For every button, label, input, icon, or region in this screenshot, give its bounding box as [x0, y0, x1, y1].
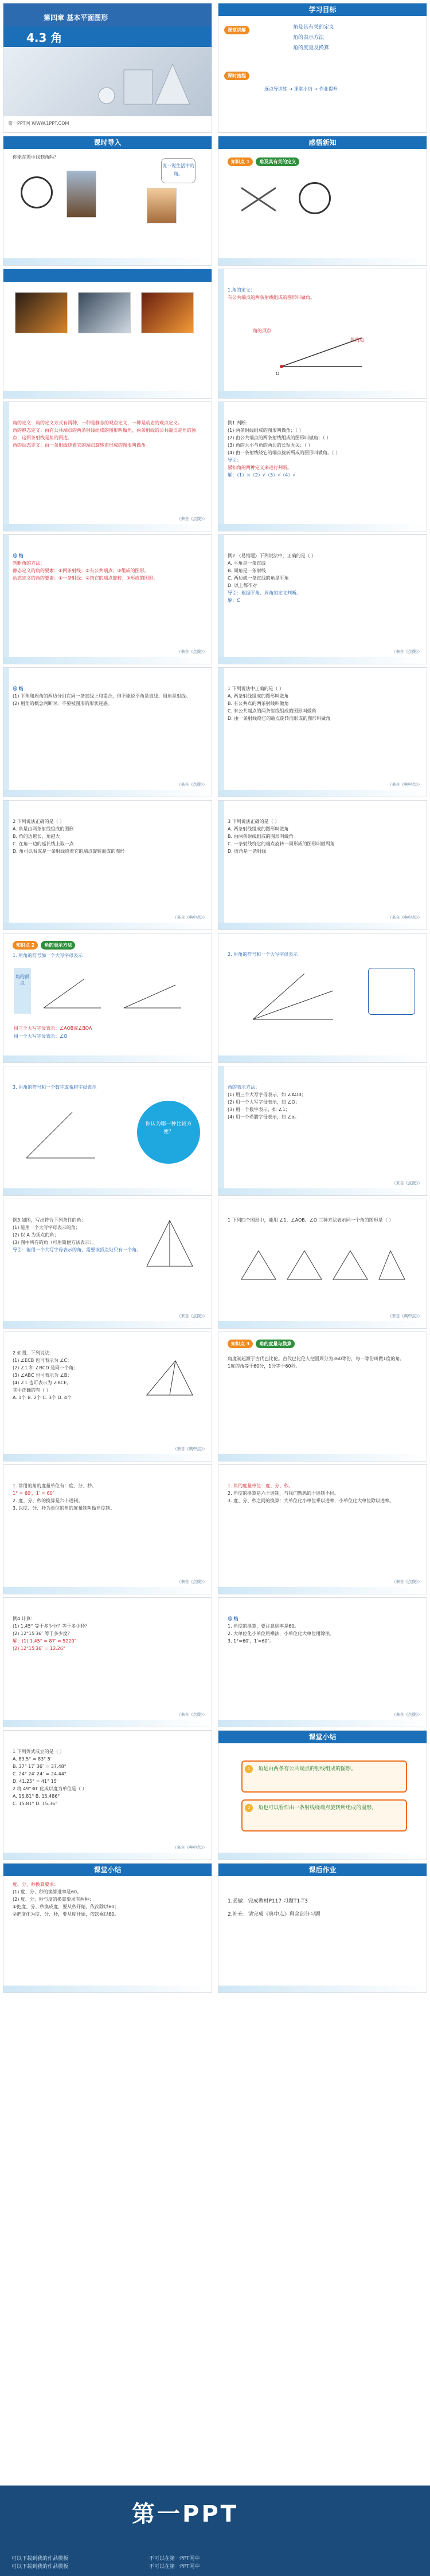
ex3-line-1: (1) 能用一个大写字母表示的角；: [13, 1225, 80, 1230]
def-explain-tag: （来自《点拨》）: [177, 517, 207, 521]
quiz2-foot: [3, 923, 212, 929]
goals-tab2: [224, 69, 249, 80]
repr-sum-line-4: (4) 用一个希腊字母表示，如 ∠α。: [228, 1114, 299, 1120]
quiz6-line-1: A. 83.5° = 83° 5′: [13, 1756, 52, 1762]
units-line-1: 1° = 60′，1′ = 60″: [13, 1491, 54, 1496]
example2-foot: [218, 657, 427, 664]
quiz5-line-3: (3) ∠ABC 也可表示为 ∠B；: [13, 1373, 72, 1378]
photo-3: [141, 292, 194, 333]
quiz1-line-3: C. 有公共端点的两条射线组成的图形叫做角: [228, 708, 316, 714]
quiz6-line-3: C. 24° 24′ 24″ = 24.44°: [13, 1771, 67, 1777]
summary2-line-0: 度、分、秒换算要求：: [13, 1882, 58, 1887]
sphere-shape: [99, 88, 115, 104]
quiz6-line-6: A. 15.81° B. 15.486°: [13, 1794, 60, 1799]
summary-foot: [218, 1853, 427, 1860]
summary-c-line-0: 1. 角度的换算，要注意进率是60。: [228, 1624, 299, 1629]
summary-a-line-1: 静态定义的角的要素：①两条射线；②有公共端点；③组成的图形。: [13, 568, 149, 573]
summary-c-tag: （来自《点拨》）: [392, 1712, 422, 1717]
cover-lesson: 4.3 角: [26, 31, 62, 45]
summary-num-1: 1: [245, 1765, 253, 1773]
summary2-line-1: (1) 度、分、秒的换算进率是60。: [13, 1889, 82, 1894]
units-line-2: 2. 度、分、秒的换算是六十进制。: [13, 1498, 83, 1503]
photo-1: [15, 292, 68, 333]
repr-summary-foot: [218, 1188, 427, 1195]
quiz6-tag: （来自《典中点》）: [173, 1845, 207, 1850]
ex1-line-3: (3) 角的大小与角的两边的长短无关；（ ）: [228, 443, 313, 448]
units-tag: （来自《点拨》）: [177, 1580, 207, 1584]
nk-badge-row: [228, 155, 299, 166]
quiz3-line-1: A. 两条射线组成的图形叫做角: [228, 826, 289, 832]
quiz1-tag: （来自《典中点》）: [388, 782, 422, 787]
goals-tab1-label: 课堂讲解: [224, 26, 249, 34]
units-sum-line-0: 1. 角的度量单位：度、分、秒。: [228, 1483, 294, 1488]
stripe: [3, 668, 9, 797]
slide-summary-a: [3, 534, 212, 664]
repr1-side-label: 角的顶点: [14, 968, 31, 1014]
slide-photos: [3, 269, 212, 399]
goals-items: [293, 23, 334, 54]
example2-tag: （来自《点拨》）: [392, 649, 422, 654]
cover-lesson-band: [3, 26, 212, 47]
slide-new-knowledge: [218, 136, 427, 266]
nk-clock: [299, 182, 331, 214]
slide-quiz3: [218, 800, 427, 930]
nk-badge: 知识点 1: [228, 157, 253, 166]
ex4-content: [13, 1615, 202, 1716]
ex2-line-5: 导引：根据平角、周角的定义判断。: [228, 590, 301, 596]
nk-foot: [218, 258, 427, 265]
repr-summary-tag: （来自《点拨》）: [392, 1181, 422, 1185]
units-line-3: 3. 以度、分、秒为单位的角的度量制叫做角度制。: [13, 1506, 115, 1511]
measure-heading: 角的度量与换算: [256, 1340, 295, 1348]
quiz6-line-5: 2 将 49°30′ 化成以度为单位是（ ）: [13, 1786, 87, 1791]
quiz1-line-4: D. 由一条射线绕它的端点旋转而形成的图形叫做角: [228, 716, 331, 721]
cover-shapes-svg: [3, 47, 212, 117]
goals-tab2-label: 课时流程: [224, 72, 249, 80]
ex1-line-2: (2) 由公共端点的两条射线组成的图形叫做角；（ ）: [228, 435, 331, 440]
homework-line-1: 2.补充：请完成《典中点》剩余部分习题: [228, 1912, 320, 1917]
cover-geometric-shapes: [3, 47, 212, 116]
ex1-line-6: 紧扣角的两种定义来进行判断。: [228, 465, 292, 470]
slide-units: [3, 1464, 212, 1594]
stripe: [3, 402, 9, 531]
slide-summary: [218, 1730, 427, 1860]
slide-quiz6: [3, 1730, 212, 1860]
quiz6-foot: [3, 1853, 212, 1860]
example1-foot: [218, 524, 427, 531]
summary-box-2: [241, 1799, 407, 1831]
quiz2-tag: （来自《典中点》）: [173, 915, 207, 920]
photo-2: [78, 292, 131, 333]
units-line-0: 1. 常用的角的度量单位有：度、分、秒。: [13, 1483, 97, 1488]
summary2-line-4: ②把度化为度、分、秒，要从度开始，依次乘以60。: [13, 1912, 119, 1917]
units-content: [13, 1482, 202, 1584]
slide-cover: [3, 3, 212, 133]
summary-c-content: [228, 1615, 417, 1716]
ex4-line-0: 例4 计算：: [13, 1616, 36, 1621]
ex2-line-2: B. 周角是一条射线: [228, 568, 266, 573]
homework-bar: 课后作业: [218, 1864, 427, 1876]
slide-summary-c: [218, 1597, 427, 1727]
quiz1-line-0: 1 下列说法中正确的是（ ）: [228, 686, 284, 691]
slide-quiz1: [218, 667, 427, 797]
stripe: [218, 668, 224, 797]
repr-summary-content: [228, 1084, 417, 1185]
ex4-foot: [3, 1720, 212, 1727]
intro-bubble: 说一说生活中的角。: [161, 158, 196, 183]
summary-bar: 课堂小结: [218, 1731, 427, 1743]
slide-angle-def: [218, 269, 427, 399]
repr-sum-line-2: (2) 用一个大写字母表示，如 ∠O；: [228, 1100, 300, 1105]
summary-num-2: 2: [245, 1804, 253, 1812]
measure-badge: 知识点 3: [228, 1340, 253, 1348]
cone-shape: [155, 64, 190, 104]
quiz2-line-1: A. 角是由两条射线组成的图形: [13, 826, 74, 832]
quiz5-line-6: A. 1个 B. 2个 C. 3个 D. 4个: [13, 1395, 72, 1400]
ex3-line-3: (3) 图中所有的角（可用简便方法表示）。: [13, 1240, 96, 1245]
clock-image: [21, 176, 53, 208]
quiz5-figure: [141, 1355, 198, 1401]
summary-b-line-1: (2) 用角的概念判断时，不要被图形的形状迷惑。: [13, 701, 112, 706]
units-summary-content: [228, 1482, 417, 1584]
ex1-line-0: 例1 判断：: [228, 420, 251, 426]
summary-item-1: 角是由两条有公共端点的射线组成的图形。: [258, 1766, 357, 1772]
homework-line-0: 1.必做：完成教材P117 习题T1-T3: [228, 1898, 308, 1904]
quiz3-foot: [218, 923, 427, 929]
stripe: [218, 535, 224, 664]
repr3-line-0: 3. 用角的符号和一个数字或希腊字母表示: [13, 1085, 97, 1090]
footer-line-3: 可以下载到我的作品模板: [11, 2564, 69, 2570]
cover-chapter: 第四章 基本平面图形: [44, 14, 108, 22]
repr1-angles: [38, 974, 187, 1014]
repr1-heading: 角的表示方法: [41, 941, 75, 950]
ex4-tag: （来自《点拨》）: [177, 1712, 207, 1717]
stripe: [218, 1066, 224, 1195]
repr1-badge: 知识点 2: [13, 941, 38, 950]
intro-question: 你能在图中找到角吗？: [13, 155, 58, 160]
ex3-triangle: [141, 1218, 198, 1269]
quiz2-line-4: D. 角可以看成是一条射线绕着它的端点旋转而成的图形: [13, 849, 125, 854]
ex1-line-1: (1) 两条射线组成的图形叫做角；（ ）: [228, 428, 304, 433]
repr-sum-line-3: (3) 用一个数字表示，如 ∠1；: [228, 1107, 290, 1112]
quiz6-line-2: B. 37° 17′ 36″ = 37.48°: [13, 1764, 67, 1769]
summary-c-title: 总 结: [228, 1616, 239, 1621]
quiz6-line-0: 1 下列等式成立的是（ ）: [13, 1749, 65, 1754]
summary-item-2: 角也可以看作由一条射线绕端点旋转所组成的图形。: [258, 1805, 377, 1811]
ex3-line-2: (2) 以 A 为顶点的角；: [13, 1232, 59, 1238]
goal-item-3: 角的度量及换算: [293, 45, 330, 51]
repr3-foot: [3, 1188, 212, 1195]
quiz6-content: [13, 1748, 202, 1849]
stripe: [218, 402, 224, 531]
quiz5-line-2: (2) ∠1 和 ∠BCD 是同一个角；: [13, 1365, 79, 1370]
ex1-line-5: 导引：: [228, 458, 241, 463]
scissors-icon: [236, 182, 282, 216]
goal-item-1: 角及其有关的定义: [293, 25, 335, 30]
slide-units-summary: [218, 1464, 427, 1594]
summary-b-tag: （来自《点拨》）: [177, 782, 207, 787]
nk-heading: 角及其有关的定义: [256, 157, 299, 166]
quiz2-line-0: 2 下列说法正确的是（ ）: [13, 819, 65, 824]
measure-content: [228, 1355, 417, 1451]
repr2-angle: [247, 968, 339, 1025]
photos-foot: [3, 391, 212, 398]
def-line-3: 角的动态定义：由一条射线绕着它的端点旋转而形成的图形叫做角。: [13, 443, 150, 448]
footer-logo: 第一PPT: [132, 2501, 239, 2527]
slide-def-explain: [3, 401, 212, 531]
units-sum-line-2: 3. 度、分、秒之间的换算：大单位化小单位乘以进率，小单位化大单位除以进率。: [228, 1498, 394, 1503]
measure-line-0: 角度制起源于古代巴比伦。古代巴比伦人把圆周分为360等份，每一等份叫做1度的角。: [228, 1356, 405, 1361]
def-line-2: 角的静态定义：由有公共端点的两条射线组成的图形叫做角，两条射线的公共端点是角的顶点，这两条射线是角的两边。: [13, 428, 196, 440]
slide-repr-3: [3, 1066, 212, 1196]
goal-item-2: 角的表示方法: [293, 35, 325, 41]
ex2-line-1: A. 平角是一条直线: [228, 561, 266, 566]
quiz2-line-2: B. 角的边越长，角越大: [13, 834, 60, 839]
flow-1: 逐点导讲练: [264, 86, 287, 92]
quiz4-line-0: 1 下列四个图形中，能用 ∠1、∠AOB、∠O 三种方法表示同一个角的图形是（ ）: [228, 1218, 394, 1223]
ex4-line-2: (2) 12°15′36″ 等于多少度？: [13, 1631, 72, 1636]
summary-b-content: [13, 685, 202, 786]
cube-shape: [124, 70, 153, 104]
cover-url: 第一PPT网 WWW.1PPT.COM: [8, 121, 69, 126]
quiz3-tag: （来自《典中点》）: [388, 915, 422, 920]
ex2-line-0: 例2 〈易错题〉下列说法中，正确的是（ ）: [228, 553, 316, 558]
quiz1-content: [228, 685, 417, 786]
kid-image: [147, 188, 177, 223]
footer-line-1: 可以下载到我的作品模板: [11, 2556, 69, 2562]
measure-badges: [228, 1337, 295, 1348]
o-label: O: [276, 371, 280, 376]
vertex-label: 角的顶点: [253, 328, 271, 333]
quiz6-line-7: C. 15.81° D. 15.36°: [13, 1801, 58, 1806]
quiz5-line-5: 其中正确的有（ ）: [13, 1388, 51, 1393]
goals-bar: 学习目标: [218, 3, 427, 16]
slide-repr-1: [3, 933, 212, 1063]
ex2-line-6: 解：C: [228, 598, 240, 603]
repr1-foot: [3, 1055, 212, 1062]
photos-bar: [3, 269, 212, 282]
footer-line-4: 不可以在第一PPT网中: [149, 2564, 200, 2570]
ex3-line-4: 导引：能用一个大写字母表示的角，需要该顶点处只有一个角。: [13, 1247, 141, 1252]
slide-quiz2: [3, 800, 212, 930]
quiz3-line-4: D. 周角是一条射线: [228, 849, 267, 854]
repr1-badges: [13, 938, 75, 950]
slide-example2: [218, 534, 427, 664]
nk-bar: 感悟新知: [218, 136, 427, 149]
slide-repr-summary: [218, 1066, 427, 1196]
slide-measure-intro: [218, 1332, 427, 1462]
summary-c-line-2: 3. 1°=60′，1′=60″。: [228, 1638, 274, 1644]
def-line-1: 角的定义：角的定义方式有两种，一种是静态的观点定义，一种是动态的观点定义。: [13, 420, 182, 426]
summary-a-tag: （来自《点拨》）: [177, 649, 207, 654]
repr2-foot: [218, 1055, 427, 1062]
summary2-content: [13, 1881, 202, 1982]
repr2-callout: [368, 968, 415, 1015]
measure-line-1: 1度的角等于60分，1分等于60秒。: [228, 1364, 300, 1369]
summary2-line-3: ①把度、分、秒换成度，要从秒开始，依次除以60；: [13, 1904, 119, 1909]
quiz1-foot: [218, 790, 427, 797]
summary-b-line-0: (1) 平角和周角的两边分别在同一条直线上和重合，但不能说平角是直线、周角是射线。: [13, 694, 190, 699]
intro-bar: 课时导入: [3, 136, 212, 149]
slide-intro: [3, 136, 212, 266]
footer-line-2: 不可以在第一PPT网中: [149, 2556, 200, 2562]
tower-image: [67, 171, 96, 218]
homework-content: [228, 1898, 417, 1982]
units-summary-foot: [218, 1587, 427, 1594]
stripe: [3, 801, 9, 929]
repr1-line-0: 1. 用角的符号加一个大写字母表示: [13, 953, 83, 958]
repr-sum-line-0: 角的表示方法：: [228, 1085, 260, 1090]
summary-b-foot: [3, 790, 212, 797]
summary2-foot: [3, 1986, 212, 1992]
ex2-line-3: C. 两边成一条直线的角是平角: [228, 576, 289, 581]
summary-a-line-2: 动态定义的角的要素：①一条射线；②绕它的端点旋转；③形成的图形。: [13, 576, 158, 581]
quiz2-content: [13, 818, 202, 919]
slide-example4: [3, 1597, 212, 1727]
ex4-line-3: 解：(1) 1.45° = 87′ = 5220″: [13, 1638, 76, 1644]
summary-box-1: [241, 1760, 407, 1793]
footer-banner: [0, 2486, 430, 2576]
quiz3-line-2: B. 由两条射线组成的图形叫做角: [228, 834, 294, 839]
quiz3-line-0: 3 下列说法正确的是（ ）: [228, 819, 280, 824]
quiz5-line-1: (1) ∠ECB 也可表示为 ∠C；: [13, 1358, 72, 1363]
summary2-line-2: (2) 度、分、秒与度的换算要求有两种：: [13, 1897, 94, 1902]
ex1-line-7: 解：（1）×（2）√（3）√（4）√: [228, 472, 296, 478]
side-label: 角的边: [350, 337, 364, 342]
ex4-line-4: (2) 12°15′36″ = 12.26°: [13, 1646, 65, 1651]
quiz5-line-0: 2 如图，下列说法：: [13, 1350, 54, 1356]
repr-sum-line-1: (1) 用三个大写字母表示，如 ∠AOB；: [228, 1092, 306, 1097]
quiz5-tag: （来自《典中点》）: [173, 1447, 207, 1451]
angle-def-foot: [218, 391, 427, 398]
summary-b-title: 总 结: [13, 686, 24, 691]
quiz5-foot: [3, 1454, 212, 1461]
measure-foot: [218, 1454, 427, 1461]
repr2-line-0: 2. 用角的符号和一个大写字母表示: [228, 952, 298, 957]
slide-summary2: [3, 1863, 212, 1993]
units-foot: [3, 1587, 212, 1594]
ex3-tag: （来自《点拨》）: [177, 1314, 207, 1318]
stripe: [218, 801, 224, 929]
flow-3: 作业提升: [319, 86, 338, 92]
slide-example3: [3, 1199, 212, 1329]
repr3-bubble: 你认为哪一种比较方便？: [137, 1101, 200, 1164]
quiz3-content: [228, 818, 417, 919]
slide-repr-2: [218, 933, 427, 1063]
slide-homework: [218, 1863, 427, 1993]
def-body: 有公共端点的两条射线组成的图形叫做角。: [228, 295, 315, 300]
units-sum-line-1: 2. 角度的换算是六十进制，与我们熟悉的十进制不同。: [228, 1491, 339, 1496]
quiz5-line-4: (4) ∠1 也可表示为 ∠BCE。: [13, 1380, 72, 1385]
intro-foot: [3, 258, 212, 265]
quiz1-line-2: B. 有公共点的两条射线叫做角: [228, 701, 289, 706]
repr1-line-2: 用三个大写字母表示：∠AOB或∠BOA: [14, 1026, 92, 1031]
slide-quiz4: [218, 1199, 427, 1329]
ex4-line-1: (1) 1.45° 等于多少分？等于多少秒？: [13, 1624, 90, 1629]
summary2-bar: 课堂小结: [3, 1864, 212, 1876]
summary-c-foot: [218, 1720, 427, 1727]
def-explain-content: [13, 419, 202, 521]
goals-box: [224, 23, 421, 121]
stripe: [218, 269, 224, 398]
ex3-foot: [3, 1321, 212, 1328]
quiz6-line-4: D. 41.25° = 41° 15′: [13, 1779, 58, 1784]
ex3-line-0: 例3 如图，写出符合下列条件的角：: [13, 1218, 86, 1223]
slide-quiz5: [3, 1332, 212, 1462]
slide-example1: [218, 401, 427, 531]
stripe: [3, 535, 9, 664]
summary-c-line-1: 2. 大单位化小单位用乘法，小单位化大单位用除法。: [228, 1631, 335, 1636]
units-summary-tag: （来自《点拨》）: [392, 1580, 422, 1584]
slide-goals: [218, 3, 427, 133]
quiz4-figures: [236, 1245, 408, 1285]
summary-a-line-0: 判断角的方法：: [13, 561, 45, 566]
repr3-angles: [21, 1101, 101, 1164]
quiz2-line-3: C. 在角一边的延长线上取一点: [13, 841, 74, 846]
goals-tab1: [224, 23, 249, 34]
repr1-line-3: 用一个大写字母表示：∠O: [14, 1034, 68, 1039]
goals-flow: 逐点导讲练 → 课堂小结 → 作业提升: [264, 86, 338, 92]
quiz4-tag: （来自《典中点》）: [388, 1314, 422, 1318]
summary-a-title: 总 结: [13, 553, 24, 558]
slide-summary-b: [3, 667, 212, 797]
flow-2: 课堂小结: [294, 86, 312, 92]
homework-foot: [218, 1986, 427, 1992]
def-title: 1.角的定义：: [228, 287, 255, 293]
ex2-line-4: D. 以上都不对: [228, 583, 257, 588]
quiz3-line-3: C. 一条射线绕它的端点旋转一周形成的图形叫做周角: [228, 841, 335, 846]
summary-a-content: [13, 552, 202, 653]
example2-content: [228, 552, 417, 653]
quiz1-line-1: A. 两条射线组成的图形叫做角: [228, 694, 289, 699]
quiz4-foot: [218, 1321, 427, 1328]
ex1-line-4: (4) 由一条射线绕它的端点旋转所成的图形叫做角。（ ）: [228, 450, 341, 455]
summary-a-foot: [3, 657, 212, 664]
def-explain-foot: [3, 524, 212, 531]
example1-content: [228, 419, 417, 521]
